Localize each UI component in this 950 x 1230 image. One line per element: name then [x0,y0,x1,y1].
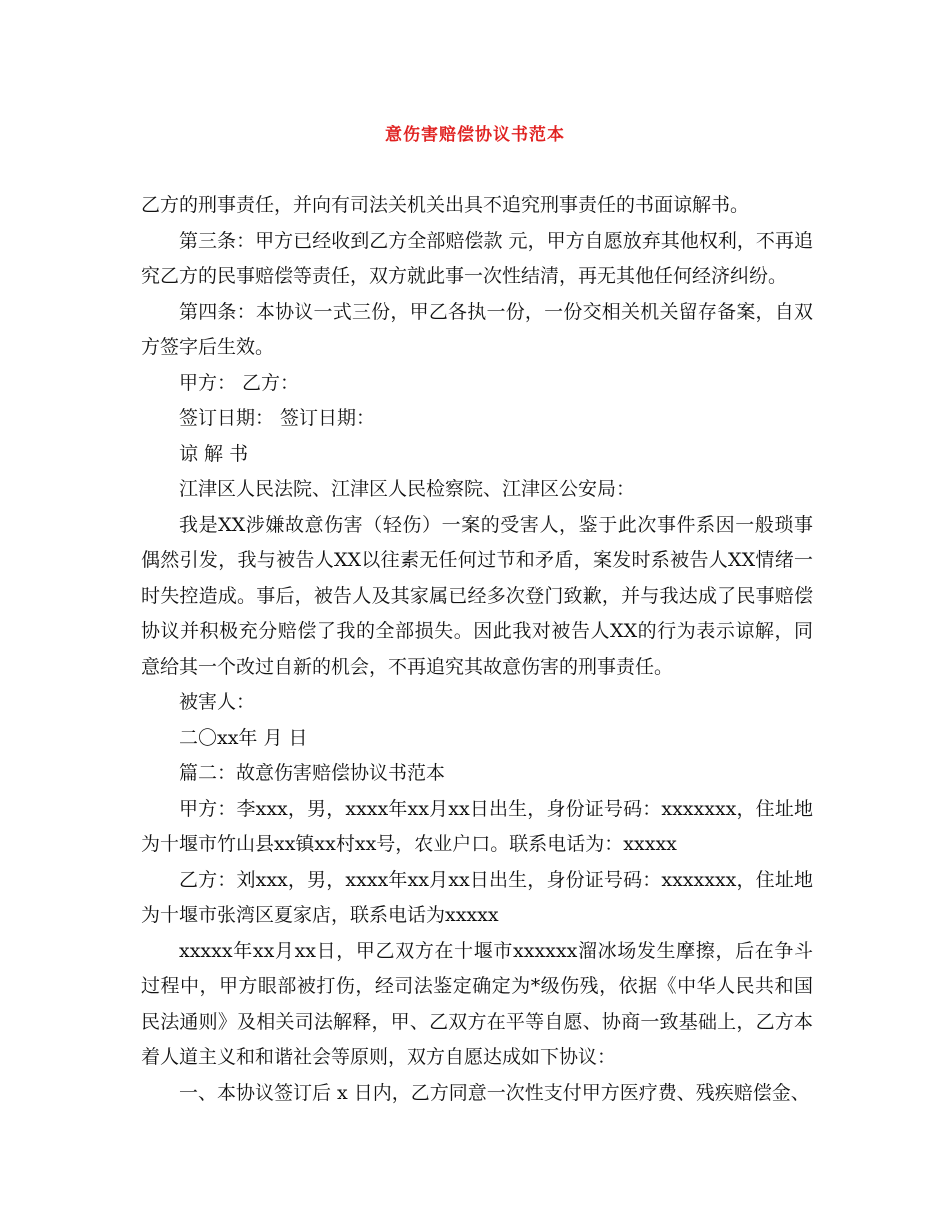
paragraph: 签订日期： 签订日期： [179,407,376,429]
paragraph: 我是XX涉嫌故意伤害（轻伤）一案的受害人，鉴于此次事件系因一般琐事偶然引发，我与被告人XX以往素无任何过节和矛盾，案发时系被告人XX情绪一时失控造成。事后，被告人及其家属已经多次登门致歉，并与我达成了民事赔偿协议并积极充分赔偿了我的全部损失。因此我对被告人XX的行为表示谅解，同意给其一个改过自新的机会，不再追究其故意伤害的刑事责任。 [141,513,813,678]
paragraph: 二〇xx年 月 日 [179,726,308,749]
document-title: 意伤害赔偿协议书范本 [385,125,565,145]
paragraph: 第三条：甲方已经收到乙方全部赔偿款 元，甲方自愿放弃其他权利，不再追究乙方的民事赔偿等责任，双方就此事一次性结清，再无其他任何经济纠纷。 [141,229,813,287]
paragraph: 谅 解 书 [179,442,249,465]
paragraph: 甲方： 乙方： [179,371,300,394]
paragraph: 第四条：本协议一式三份，甲乙各执一份，一份交相关机关留存备案，自双方签字后生效。 [141,300,813,358]
paragraph: 乙方：刘xxx，男，xxxx年xx月xx日出生，身份证号码：xxxxxxx，住址地为十堰市张湾区夏家店，联系电话为xxxxx [141,868,813,926]
paragraph: 甲方：李xxx，男，xxxx年xx月xx日出生，身份证号码：xxxxxxx，住址地为十堰市竹山县xx镇xx村xx号，农业户口。联系电话为：xxxxx [141,797,813,855]
paragraph: 一、本协议签订后 x 日内，乙方同意一次性支付甲方医疗费、残疾赔偿金、 [179,1081,810,1104]
paragraph: 被害人： [179,691,256,713]
paragraph: xxxxx年xx月xx日，甲乙双方在十堰市xxxxxx溜冰场发生摩擦，后在争斗过程中，甲方眼部被打伤，经司法鉴定确定为*级伤残，依据《中华人民共和国民法通则》及相关司法解释，甲、乙双方在平等自愿、协商一致基础上，乙方本着人道主义和和谐社会等原则，双方自愿达成如下协议： [141,939,813,1068]
paragraph: 篇二：故意伤害赔偿协议书范本 [179,762,446,784]
document-body [141,188,813,1111]
paragraph: 乙方的刑事责任，并向有司法关机关出具不追究刑事责任的书面谅解书。 [141,194,750,216]
paragraph: 江津区人民法院、江津区人民检察院、江津区公安局： [179,478,636,500]
